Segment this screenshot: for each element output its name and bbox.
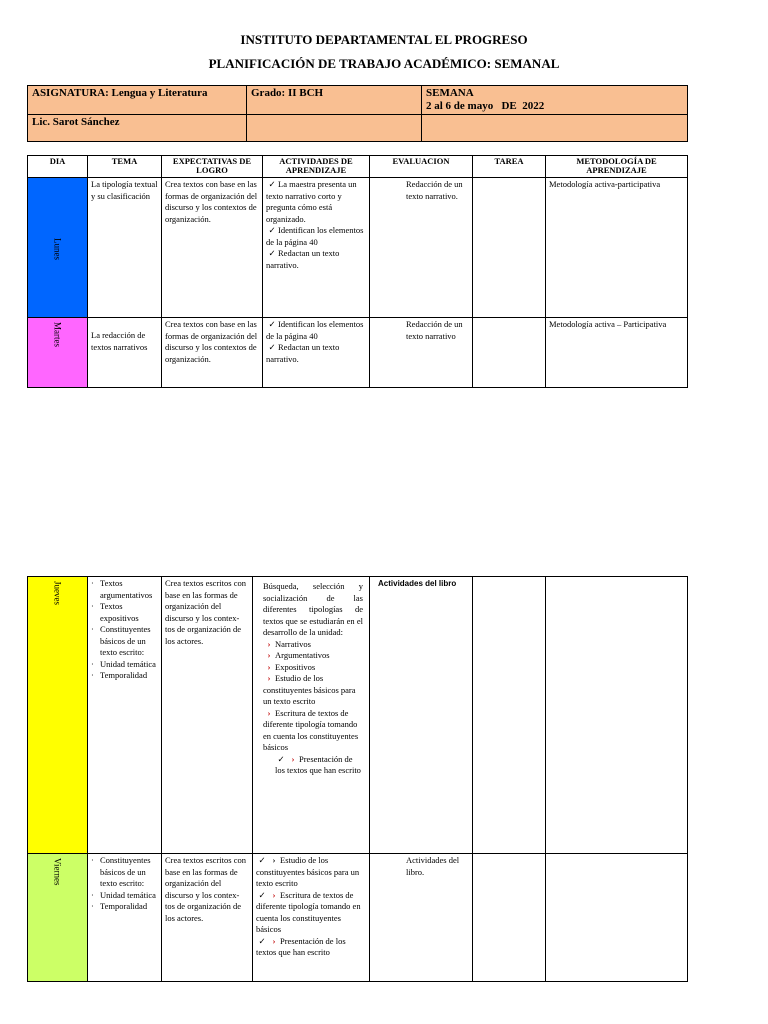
- plan-table-top: [27, 155, 688, 388]
- tema-item: · Unidad temática: [88, 659, 158, 671]
- chevron-right-icon: ›: [267, 650, 271, 660]
- activity-text: Redactan un texto narrativo.: [266, 248, 340, 270]
- teacher-cell: Lic. Sarot Sánchez: [28, 115, 247, 142]
- activity-intro: Búsqueda, selección y socialización de las diferentes tipologías de textos que se estudiarán en el desarrollo de la unidad:: [263, 581, 363, 637]
- tema-item: · Constituyentes básicos de un texto escrito:: [88, 855, 158, 890]
- tarea-cell: [473, 577, 546, 854]
- day-cell-viernes: [28, 854, 88, 982]
- evaluacion-cell: Redacción de un texto narrativo: [370, 318, 473, 388]
- metodologia-cell: Metodología activa – Participativa: [546, 318, 688, 388]
- activity-item: [256, 890, 366, 936]
- metodologia-cell: [546, 577, 688, 854]
- activity-text: Estudio de los constituyentes básicos para un texto escrito: [256, 855, 360, 888]
- tema-item: · Temporalidad: [88, 901, 158, 913]
- metodologia-cell: Metodología activa-participativa: [546, 178, 688, 318]
- evaluacion-cell: Redacción de un texto narrativo.: [370, 178, 473, 318]
- activity-text: Identifican los elementos de la página 40: [266, 319, 364, 341]
- day-label: Viernes: [52, 858, 63, 886]
- activity-item: [256, 855, 366, 890]
- tarea-cell: [473, 178, 546, 318]
- grade-cell: Grado: II BCH: [247, 86, 422, 115]
- activity-text: La maestra presenta un texto narrativo corto y pregunta cómo está organizado.: [266, 179, 357, 224]
- activity-text: Redactan un texto narrativo.: [266, 342, 340, 364]
- actividades-cell: [253, 577, 370, 854]
- tema-item: · Unidad temática: [88, 890, 158, 902]
- day-cell-lunes: [28, 178, 88, 318]
- tema-item: · Textos argumentativos: [88, 578, 158, 601]
- evaluacion-cell: Actividades del libro.: [370, 854, 473, 982]
- week-cell: [422, 86, 688, 115]
- tema-item: · Textos expositivos: [88, 601, 158, 624]
- activity-text: Identifican los elementos de la página 40: [266, 225, 364, 247]
- day-cell-jueves: [28, 577, 88, 854]
- tema-item: · Temporalidad: [88, 670, 158, 682]
- week-dates: 2 al 6 de mayo DE 2022: [426, 100, 545, 112]
- evaluacion-cell: Actividades del libro: [370, 577, 473, 854]
- metodologia-cell: [546, 854, 688, 982]
- activity-text: Argumentativos: [275, 650, 330, 660]
- chevron-right-icon: ›: [272, 935, 276, 946]
- activity-item: [266, 179, 366, 225]
- chevron-right-icon: ›: [267, 673, 271, 683]
- chevron-right-icon: ›: [272, 855, 276, 865]
- activity-item: [263, 662, 363, 674]
- activity-item: [266, 319, 366, 342]
- check-icon: ✓: [258, 855, 266, 865]
- chevron-right-icon: ›: [291, 753, 295, 764]
- check-icon: ✓: [268, 319, 276, 329]
- info-table: [27, 85, 688, 142]
- col-header-dia: DIA: [28, 156, 88, 178]
- plan-subtitle: PLANIFICACIÓN DE TRABAJO ACADÉMICO: SEMANAL: [208, 56, 560, 71]
- empty-cell: [422, 115, 688, 142]
- activity-text: Escritura de textos de diferente tipología tomando en cuenta los constituyentes básicos: [263, 707, 359, 752]
- activity-item: [263, 673, 363, 708]
- plan-table-bottom: [27, 576, 688, 982]
- chevron-right-icon: ›: [267, 661, 271, 672]
- expectativas-cell: Crea textos con base en las formas de organización del discurso y los contextos de organización.: [162, 318, 263, 388]
- tarea-cell: [473, 318, 546, 388]
- activity-text: Expositivos: [275, 661, 316, 672]
- actividades-cell: [263, 318, 370, 388]
- expectativas-cell: Crea textos escritos con base en las formas de organización del discurso y los contex- tos de organización de los actores.: [162, 577, 253, 854]
- activity-text: Presentación de los textos que han escrito: [256, 935, 346, 957]
- chevron-right-icon: ›: [267, 707, 271, 718]
- col-header-evaluacion: EVALUACION: [370, 156, 473, 178]
- activity-text: Estudio de los constituyentes básicos para un texto escrito: [263, 673, 356, 706]
- tema-item: · Constituyentes básicos de un texto escrito:: [88, 624, 158, 659]
- subject-cell: ASIGNATURA: Lengua y Literatura: [28, 86, 247, 115]
- expectativas-cell: Crea textos con base en las formas de organización del discurso y los contextos de organización.: [162, 178, 263, 318]
- tema-cell: [88, 854, 162, 982]
- actividades-cell: [263, 178, 370, 318]
- activity-item: [263, 650, 363, 662]
- week-label: SEMANA: [426, 87, 474, 99]
- col-header-metodologia: METODOLOGÍA DE APRENDIZAJE: [546, 156, 688, 178]
- col-header-tarea: TAREA: [473, 156, 546, 178]
- col-header-actividades: ACTIVIDADES DE APRENDIZAJE: [263, 156, 370, 178]
- tema-cell: [88, 577, 162, 854]
- activity-item: [266, 342, 366, 365]
- activity-item: [263, 708, 363, 754]
- day-cell-martes: [28, 318, 88, 388]
- check-icon: ✓: [277, 753, 285, 764]
- check-icon: ✓: [268, 342, 276, 352]
- activity-item: [263, 754, 363, 777]
- check-icon: ✓: [258, 889, 266, 900]
- tarea-cell: [473, 854, 546, 982]
- activity-item: [266, 248, 366, 271]
- activity-text: Escritura de textos de diferente tipología tomando en cuenta los constituyentes básicos: [256, 889, 361, 934]
- actividades-cell: [253, 854, 370, 982]
- activity-text: Narrativos: [275, 638, 311, 649]
- check-icon: ✓: [258, 935, 266, 946]
- tema-cell: La tipología textual y su clasificación: [88, 178, 162, 318]
- chevron-right-icon: ›: [267, 638, 271, 649]
- col-header-tema: TEMA: [88, 156, 162, 178]
- institution-title: INSTITUTO DEPARTAMENTAL EL PROGRESO: [240, 32, 528, 47]
- expectativas-cell: Crea textos escritos con base en las formas de organización del discurso y los contex- tos de organización de los actores.: [162, 854, 253, 982]
- activity-item: [263, 639, 363, 651]
- check-icon: ✓: [268, 179, 276, 189]
- activity-text: Presentación de los textos que han escrito: [275, 753, 361, 775]
- day-label: Jueves: [52, 581, 63, 605]
- check-icon: ✓: [268, 248, 276, 258]
- tema-cell: La redacción de textos narrativos: [88, 318, 162, 388]
- day-label: Martes: [52, 322, 63, 347]
- check-icon: ✓: [268, 225, 276, 235]
- empty-cell: [247, 115, 422, 142]
- col-header-expectativas: EXPECTATIVAS DE LOGRO: [162, 156, 263, 178]
- activity-item: [256, 936, 366, 959]
- activity-item: [266, 225, 366, 248]
- chevron-right-icon: ›: [272, 889, 276, 900]
- day-label: Lunes: [52, 238, 63, 260]
